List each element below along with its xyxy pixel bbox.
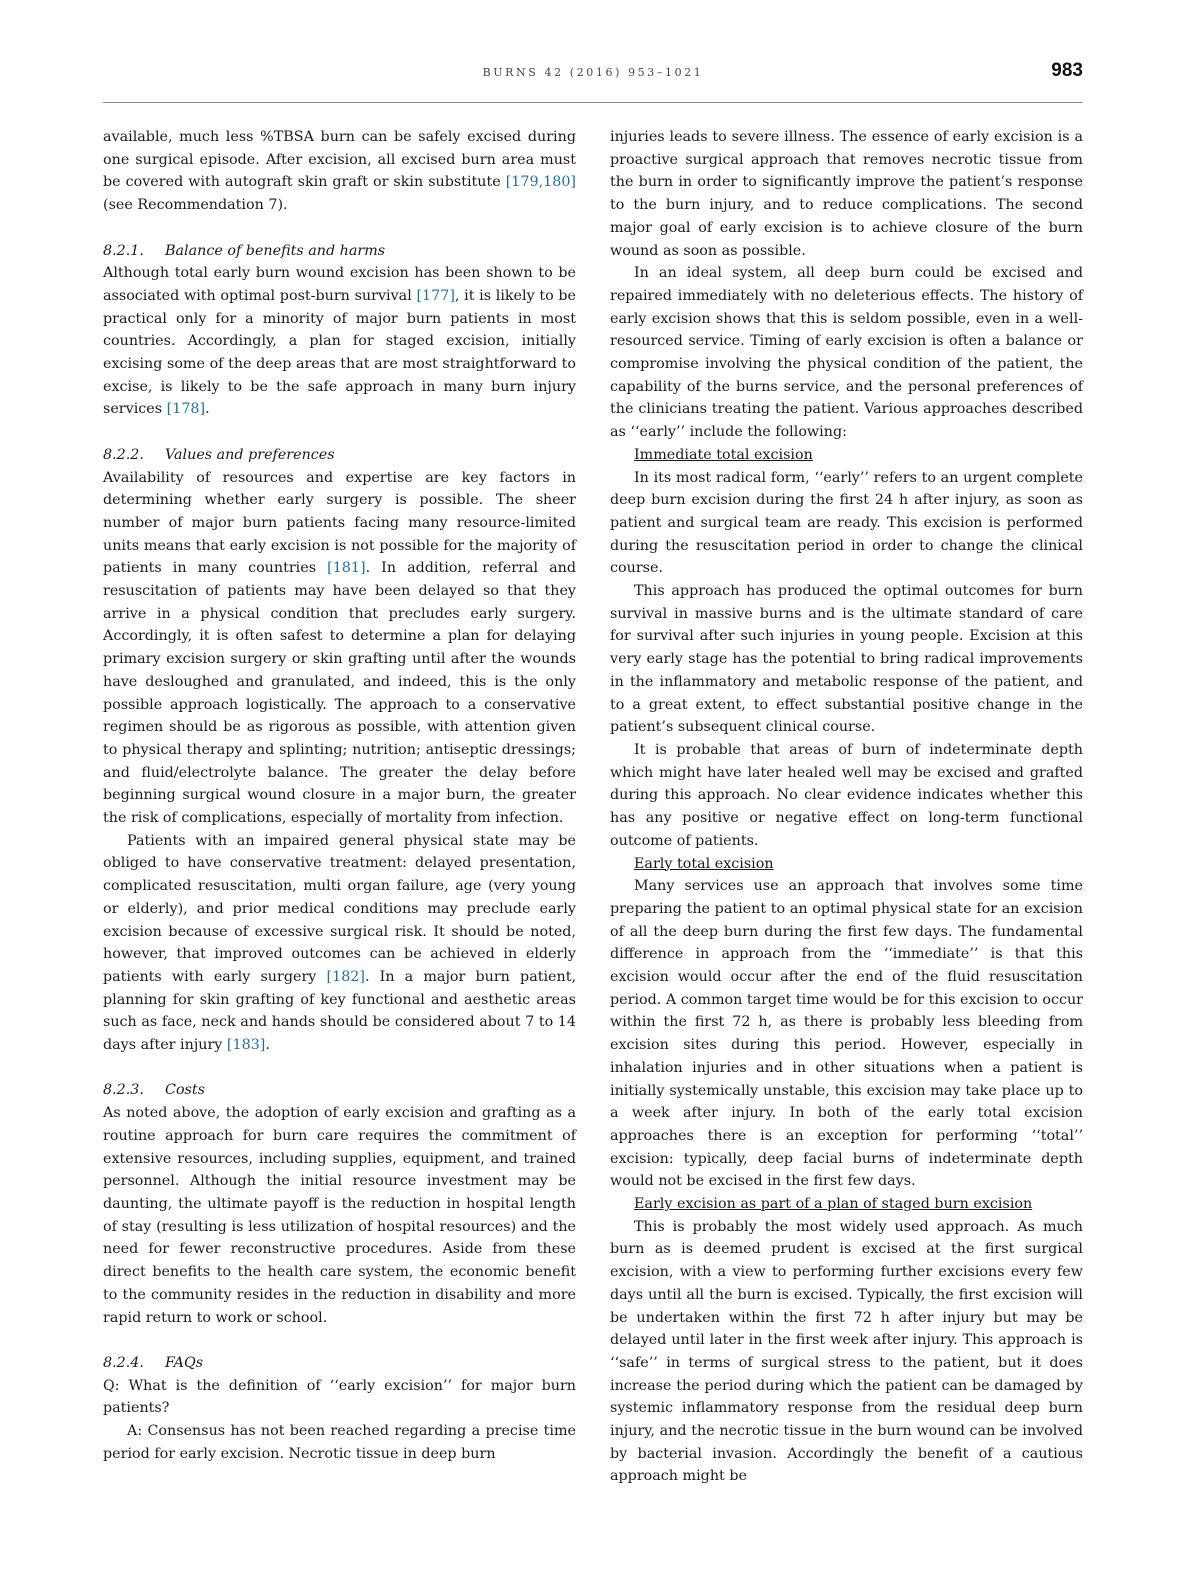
right-column bbox=[610, 126, 1083, 1488]
citation-link[interactable]: [182] bbox=[326, 968, 365, 985]
paragraph-costs: As noted above, the adoption of early excision and grafting as a routine approach for burn care requires the commitment of extensive resources, including supplies, equipment, and trained personnel. Although the initial resource investment may be daunting, the ultimate payoff is the reduction in hospital length of stay (resulting is less utilization of hospital resources) and the need for fewer reconstructive procedures. Aside from these direct benefits to the health care system, the economic benefit to the community resides in the reduction in disability and more rapid return to work or school. bbox=[103, 1105, 576, 1326]
faq-question: Q: What is the definition of ‘‘early excision’’ for major burn patients? bbox=[103, 1377, 576, 1417]
citation-link[interactable]: [181] bbox=[327, 560, 366, 577]
section-heading-faqs: 8.2.4. FAQs bbox=[103, 1354, 204, 1371]
subheading-staged-excision: Early excision as part of a plan of staged burn excision bbox=[634, 1196, 1033, 1213]
page-number: 983 bbox=[1051, 60, 1083, 81]
subheading-early-total-excision: Early total excision bbox=[634, 855, 774, 872]
paragraph-optimal-outcomes: This approach has produced the optimal outcomes for burn survival in massive burns and is the ultimate standard of care for survival after such injuries in young people. Excision at this very early stage has the potential to bring radical improvements in the inflammatory and metabolic response of the patient, and to a great extent, to effect substantial positive change in the patient’s subsequent clinical course. bbox=[610, 583, 1083, 736]
paragraph-essence: injuries leads to severe illness. The essence of early excision is a proactive surgical approach that removes necrotic tissue from the burn in order to significantly improve the patient’s response to the burn injury, and to reduce complications. The second major goal of early excision is to achieve closure of the burn wound as soon as possible. bbox=[610, 129, 1083, 259]
citation-link[interactable]: [183] bbox=[226, 1037, 266, 1054]
paragraph-widely-used: This is probably the most widely used approach. As much burn as is deemed prudent is excised at the first surgical excision, with a view to performing further excisions every few days until all the burn is excised. Typically, the first excision will be undertaken within the first 72 h after injury but may be delayed until later in the first week after injury. This approach is ‘‘safe’’ in terms of surgical stress to the patient, but it does increase the period during which the patient can be damaged by systemic inflammatory response from the residual deep burn injury, and the necrotic tissue in the burn wound can be involved by bacterial invasion. Accordingly the benefit of a cautious approach might be bbox=[610, 1218, 1083, 1485]
journal-citation: BURNS 42 (2016) 953–1021 bbox=[482, 66, 704, 79]
paragraph-values: Availability of resources and expertise are key factors in determining whether early surgery is possible. The sheer number of major burn patients facing many resource-limited units means that early excision is not possible for the majority of patients in many countries [181]. In addition, referral and resuscitation of patients may have been delayed so that they arrive in a physical condition that precludes early surgery. Accordingly, it is often safest to determine a plan for delaying primary excision surgery or skin grafting until after the wounds have desloughed and granulated, and indeed, this is the only possible approach logistically. The approach to a conservative regimen should be as rigorous as possible, with attention given to physical therapy and splinting; nutrition; antiseptic dressings; and fluid/electrolyte balance. The greater the delay before beginning surgical wound closure in a major burn, the greater the risk of complications, especially of mortality from infection. bbox=[103, 469, 576, 827]
citation-link[interactable]: [179,180] bbox=[505, 174, 576, 191]
citation-link[interactable]: [178] bbox=[166, 401, 206, 418]
section-heading-costs: 8.2.3. Costs bbox=[103, 1082, 205, 1099]
left-column bbox=[103, 126, 576, 1465]
running-header bbox=[103, 60, 1083, 103]
paragraph-radical-form: In its most radical form, ‘‘early’’ refers to an urgent complete deep burn excision during the first 24 h after injury, as soon as patient and surgical team are ready. This excision is performed during the resuscitation period in order to change the clinical course. bbox=[610, 469, 1083, 577]
paragraph-many-services: Many services use an approach that involves some time preparing the patient to an optimal physical state for an excision of all the deep burn during the first few days. The fundamental difference in approach from the ‘‘immediate’’ is that this excision would occur after the end of the fluid resuscitation period. A common target time would be for this excision to occur within the first 72 h, as there is probably less bleeding from excision sites during this period. However, especially in inhalation injuries and in other situations when a patient is initially systemically unstable, this excision may take place up to a week after injury. In both of the early total excision approaches there is an exception for performing ‘‘total’’ excision: typically, deep facial burns of indeterminate depth would not be excised in the first few days. bbox=[610, 878, 1083, 1190]
paragraph-intro: available, much less %TBSA burn can be safely excised during one surgical episode. After excision, all excised burn area must be covered with autograft skin graft or skin substitute [179,180] (see Recommendation 7). bbox=[103, 129, 576, 214]
paragraph-impaired-state: Patients with an impaired general physical state may be obliged to have conservative treatment: delayed presentation, complicated resuscitation, multi organ failure, age (very young or elderly), and prior medical conditions may preclude early excision because of excessive surgical risk. It should be noted, however, that improved outcomes can be achieved in elderly patients with early surgery [182]. In a major burn patient, planning for skin grafting of key functional and aesthetic areas such as face, neck and hands should be considered about 7 to 14 days after injury [183]. bbox=[103, 832, 576, 1054]
section-heading-benefits: 8.2.1. Balance of benefits and harms bbox=[103, 242, 386, 259]
paragraph-ideal-system: In an ideal system, all deep burn could be excised and repaired immediately with no deleterious effects. The history of early excision shows that this is seldom possible, even in a well-resourced service. Timing of early excision is often a balance or compromise involving the physical condition of the patient, the capability of the burns service, and the personal preferences of the clinicians treating the patient. Various approaches described as ‘‘early’’ include the following: bbox=[610, 265, 1083, 441]
paragraph-indeterminate-depth: It is probable that areas of burn of indeterminate depth which might have later healed well may be excised and grafted during this approach. No clear evidence indicates whether this has any positive or negative effect on long-term functional outcome of patients. bbox=[610, 741, 1083, 849]
faq-answer: A: Consensus has not been reached regarding a precise time period for early excision. Necrotic tissue in deep burn bbox=[103, 1423, 576, 1462]
subheading-immediate-total-excision: Immediate total excision bbox=[634, 446, 813, 463]
citation-link[interactable]: [177] bbox=[416, 287, 455, 304]
section-heading-values: 8.2.2. Values and preferences bbox=[103, 446, 335, 463]
paragraph-benefits: Although total early burn wound excision has been shown to be associated with optimal post-burn survival [177], it is likely to be practical only for a minority of major burn patients in most countries. Accordingly, a plan for staged excision, initially excising some of the deep areas that are most straightforward to excise, is likely to be the safe approach in many burn injury services [178]. bbox=[103, 265, 576, 418]
